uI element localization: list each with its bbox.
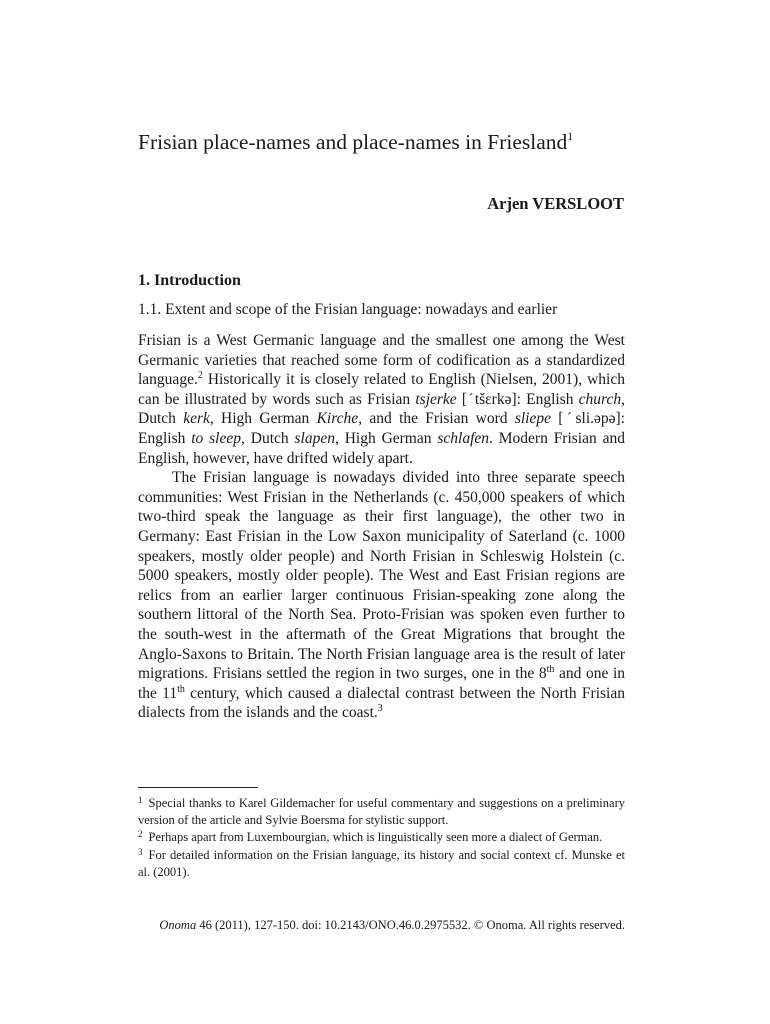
paragraph-2: The Frisian language is nowadays divided into three separate speech communities: West Frisian in the Netherlands (c. 450,000 speakers of which two-third speak the language as their first language), the other two in Germany: East Frisian in the Low Saxon municipality of Saterland (c. 1000 speakers, mostly older people) and North Frisian in Schleswig Holstein (c. 5000 speakers, mostly older people). The West and East Frisian regions are relics from an earlier larger continuous Frisian-speaking zone along the southern littoral of the North Sea. Proto-Frisian was spoken even further to the south-west in the aftermath of the Great Migrations that brought the Anglo-Saxons to Britain. The North Frisian language area is the result of later migrations. Frisians settled the region in two surges, one in the 8th and one in the 11th century, which caused a dialectal contrast between the North Frisian dialects from the islands and the coast.$^3$ — [138, 469, 625, 722]
title-footnote-mark[interactable]: 1 — [567, 129, 574, 143]
paragraph-1: Frisian is a West Germanic language and the smallest one among the West Germanic varieties that reached some form of codification as a standardized language.$^2$ Historically it is closely related to English (Nielsen, 2001), which can be illustrated by words such as Frisian tsjerke [ˊtšɛrkə]: English church, Dutch kerk, High German Kirche, and the Frisian word sliepe [ˊsli.əpə]: English to sleep, Dutch slapen, High German schlafen. Modern Frisian and English, however, have drifted widely apart. — [138, 332, 626, 467]
section-heading: 1. Introduction — [138, 272, 241, 289]
citation-details: 46 (2011), 127-150. doi: 10.2143/ONO.46.0.2975532. © Onoma. All rights reserved. — [196, 918, 625, 932]
journal-citation — [138, 917, 625, 934]
example-word: sliepe — [514, 410, 551, 428]
example-word: slapen — [294, 429, 335, 447]
example-word: schlafen — [437, 429, 490, 447]
footnote-text: Special thanks to Karel Gildemacher for useful commentary and suggestions on a preliminary version of the article and Sylvie Boersma for stylistic support. — [138, 796, 625, 828]
example-word: to sleep — [191, 429, 242, 447]
body-text — [138, 331, 625, 723]
footnote-number: 3 — [138, 846, 143, 857]
example-word: kerk — [183, 410, 210, 428]
subsection-heading: 1.1. Extent and scope of the Frisian language: nowadays and earlier — [138, 301, 558, 318]
footnote-number: 1 — [138, 795, 143, 805]
example-word: tsjerke — [415, 390, 457, 408]
footnote-separator — [138, 787, 258, 788]
footnote-3 — [138, 847, 625, 881]
footnote-ref-3[interactable]: 3 — [377, 703, 383, 715]
example-word: Kirche — [316, 410, 359, 428]
author-name: Arjen VERSLOOT — [487, 194, 624, 213]
footnote-text: For detailed information on the Frisian language, its history and social context cf. Munske et al. (2001). — [138, 847, 625, 879]
footnotes — [138, 795, 625, 881]
footnote-ref-2[interactable]: 2 — [197, 370, 203, 382]
journal-name: Onoma — [159, 918, 197, 932]
ordinal-suffix: th — [546, 664, 555, 676]
footnote-2 — [138, 829, 625, 846]
footnote-1 — [138, 795, 625, 829]
ordinal-suffix: th — [177, 683, 185, 695]
article-title — [138, 128, 638, 156]
footnote-number: 2 — [138, 829, 143, 840]
example-word: church — [578, 390, 622, 408]
article-title-text: Frisian place-names and place-names in Friesland — [138, 130, 568, 154]
footnote-text: Perhaps apart from Luxembourgian, which is linguistically seen more a dialect of German. — [148, 830, 603, 845]
